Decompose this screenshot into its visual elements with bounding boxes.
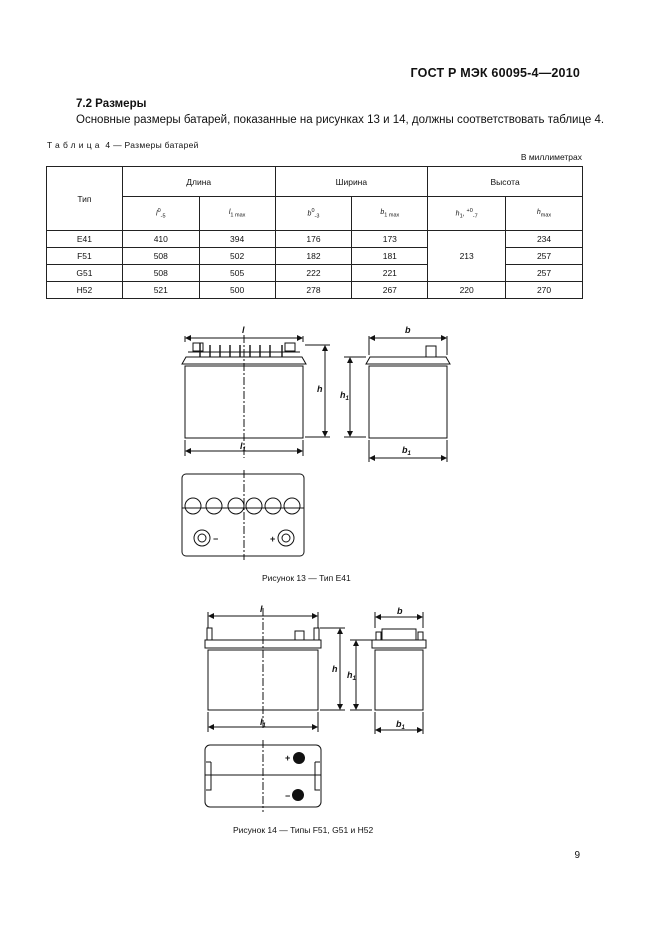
header-l1max: $l_{1 max}$	[199, 197, 275, 231]
fig14-side-handle	[382, 629, 416, 640]
fig13-label-l1: $l_1$	[240, 441, 246, 453]
fig14-terminal-negative	[292, 789, 304, 801]
fig14-terminal-positive	[293, 752, 305, 764]
fig13-terminal-left	[193, 343, 203, 351]
fig13-label-l: l	[242, 325, 245, 335]
table-row: H52 521 500 278 267 220 270	[47, 282, 583, 299]
page-number: 9	[574, 850, 580, 861]
table-row: F51 508 502 182 181 257	[47, 248, 583, 265]
fig13-plus-sign: +	[270, 534, 276, 544]
fig14-label-b1: $b_1$	[396, 719, 405, 731]
fig13-cell-cap	[246, 498, 262, 514]
header-hmax: $h_{max}$	[506, 197, 583, 231]
fig13-terminal-right	[285, 343, 295, 351]
fig13-terminal-negative	[194, 530, 210, 546]
fig13-cell-cap	[284, 498, 300, 514]
fig13-label-h1: $h_1$	[340, 390, 349, 402]
header-height: Высота	[428, 167, 583, 197]
table-caption-text: 4 — Размеры батарей	[105, 140, 199, 150]
standard-id: ГОСТ Р МЭК 60095-4—2010	[410, 66, 580, 80]
fig13-label-h: h	[317, 384, 323, 394]
fig14-label-b: b	[397, 606, 403, 616]
figure-14-drawing	[205, 608, 426, 812]
h1-merged-cell: 213	[428, 231, 506, 282]
table-row: E41 410 394 176 173 213 234	[47, 231, 583, 248]
fig13-label-b: b	[405, 325, 411, 335]
fig13-minus-sign: −	[213, 534, 219, 544]
fig14-plus-sign: +	[285, 753, 291, 763]
fig14-label-h: h	[332, 664, 338, 674]
fig13-cell-cap	[185, 498, 201, 514]
header-l: $l^0_{-5}$	[122, 197, 199, 231]
fig13-side-lid	[366, 357, 450, 364]
fig14-side-body	[375, 650, 423, 710]
header-width: Ширина	[275, 167, 428, 197]
fig14-label-l1: $l_1$	[260, 717, 266, 729]
fig14-front-terminal	[295, 631, 304, 640]
fig13-terminal-positive	[278, 530, 294, 546]
header-b: $b^0_{-3}$	[275, 197, 352, 231]
fig14-label-l: l	[260, 604, 263, 614]
header-h1: $h_1$, $^{+0}_{-7}$	[428, 197, 506, 231]
fig13-cell-cap	[228, 498, 244, 514]
header-length: Длина	[122, 167, 275, 197]
figure-13-caption: Рисунок 13 — Тип E41	[262, 573, 351, 583]
fig13-side-terminal	[426, 346, 436, 357]
fig13-cell-cap	[206, 498, 222, 514]
fig13-label-b1: $b_1$	[402, 445, 411, 457]
section-title: 7.2 Размеры	[76, 98, 147, 110]
table-units: В миллиметрах	[520, 152, 582, 162]
fig14-label-h1: $h_1$	[347, 670, 356, 682]
fig13-cell-cap	[265, 498, 281, 514]
fig13-side-body	[369, 366, 447, 438]
figure-14-caption: Рисунок 14 — Типы F51, G51 и H52	[233, 825, 374, 835]
header-b1max: $b_{1 max}$	[352, 197, 428, 231]
fig13-top-body	[182, 474, 304, 556]
fig14-side-lid	[372, 640, 426, 648]
fig14-minus-sign: −	[285, 791, 291, 801]
header-type: Тип	[47, 167, 123, 231]
table-caption-label: Таблица	[47, 140, 103, 150]
table-row: G51 508 505 222 221 257	[47, 265, 583, 282]
section-intro: Основные размеры батарей, показанные на рисунках 13 и 14, должны соответствовать таблице 4.	[76, 114, 605, 126]
